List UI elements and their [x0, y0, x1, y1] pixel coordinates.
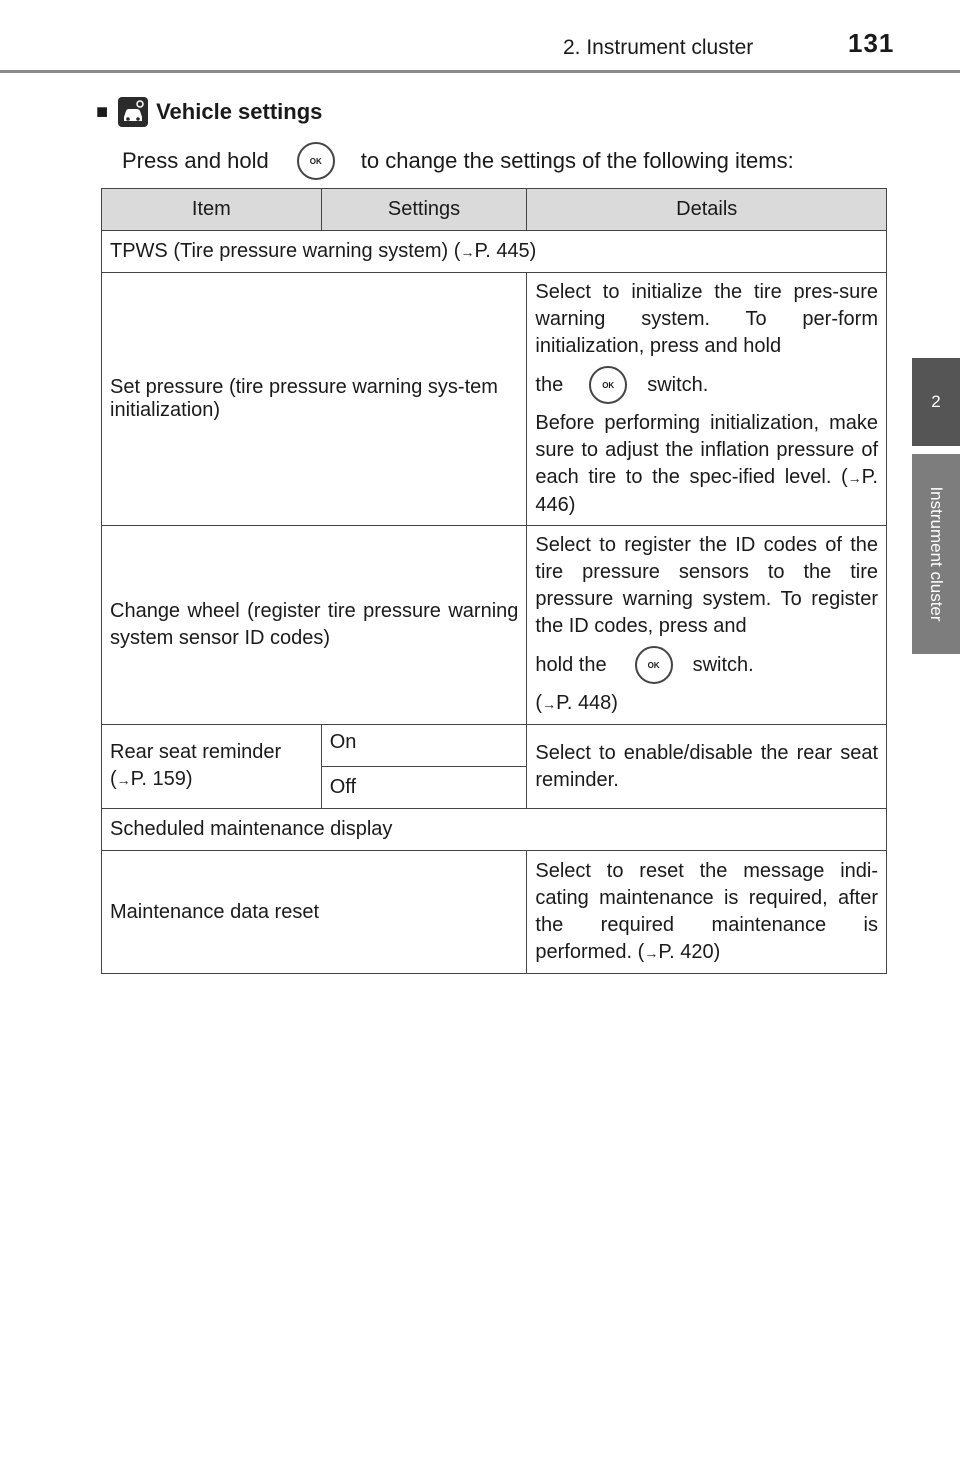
arrow-icon: →: [542, 696, 557, 712]
set-pressure-item-text: Set pressure (tire pressure warning sys-tem initialization): [110, 376, 498, 421]
rear-seat-item: [102, 725, 322, 809]
change-wheel-ref: P. 448): [556, 692, 618, 714]
ok-button-icon: OK: [635, 646, 673, 684]
maintenance-reset-details: [527, 851, 887, 974]
set-pressure-ref: P. 446): [535, 466, 878, 516]
tpws-text: TPWS (Tire pressure warning system) (: [110, 240, 461, 262]
table-row-maintenance-reset: [102, 851, 887, 974]
settings-table: [101, 188, 887, 974]
change-wheel-details-1: Select to register the ID codes of the tire pressure sensors to the tire pressure warning system. To register the ID codes, press and: [535, 534, 878, 637]
col-header-details: Details: [527, 189, 887, 231]
set-pressure-details: [527, 273, 887, 526]
col-header-item: Item: [102, 189, 322, 231]
section-marker: ■: [96, 100, 109, 123]
page-number: 131: [848, 28, 895, 58]
change-wheel-open: (: [535, 692, 543, 714]
change-wheel-details: [527, 526, 887, 725]
arrow-icon: →: [460, 244, 475, 260]
set-pressure-switch: switch.: [647, 373, 709, 396]
intro-line: [122, 142, 794, 180]
set-pressure-item: [102, 273, 527, 526]
set-pressure-details-2: Before performing initialization, make sure to adjust the inflation pressure of each tire to the spec-ified level. (: [535, 412, 878, 488]
header-section-title: 2. Instrument cluster: [563, 36, 754, 59]
intro-after: to change the settings of the following items:: [360, 148, 794, 173]
set-pressure-details-1: Select to initialize the tire pres-sure warning system. To per-form initialization, press and hold: [535, 281, 878, 357]
section-heading: [96, 97, 322, 127]
setting-off: Off: [321, 767, 527, 809]
table-row-rear-seat-on: [102, 725, 887, 767]
rear-seat-ref: P. 159): [130, 768, 193, 790]
col-header-settings: Settings: [321, 189, 527, 231]
set-pressure-the: the: [535, 373, 564, 396]
header-rule: [0, 70, 960, 73]
tpws-ref: P. 445): [474, 240, 537, 262]
arrow-icon: →: [644, 944, 659, 961]
arrow-icon: →: [847, 470, 862, 486]
side-tab-label: Instrument cluster: [927, 486, 946, 622]
change-wheel-item: [102, 526, 527, 725]
table-row-change-wheel: [102, 526, 887, 725]
change-wheel-hold: hold the: [535, 653, 607, 676]
table-row-tpws: [102, 231, 887, 273]
change-wheel-switch: switch.: [692, 653, 754, 676]
ok-button-icon: OK: [297, 142, 335, 180]
table-header-row: [102, 189, 887, 231]
change-wheel-item-text: Change wheel (register tire pressure warning system sensor ID codes): [110, 600, 519, 649]
maintenance-reset-item: Maintenance data reset: [102, 851, 527, 974]
side-tab-chapter-title: [912, 454, 960, 654]
maintenance-reset-ref: P. 420): [658, 940, 721, 963]
table-row-scheduled: [102, 809, 887, 851]
ok-button-icon: OK: [589, 366, 627, 404]
side-tab-chapter-number: 2: [912, 358, 960, 446]
rear-seat-open: (: [110, 768, 117, 790]
setting-on: On: [321, 725, 527, 767]
arrow-icon: →: [116, 772, 131, 788]
scheduled-maintenance: Scheduled maintenance display: [102, 809, 887, 851]
intro-before: Press and hold: [122, 148, 269, 173]
vehicle-settings-icon: [118, 97, 148, 127]
maintenance-reset-details-text: Select to reset the message indi-cating maintenance is required, after the required maintenance is performed. (: [535, 859, 878, 963]
section-title: Vehicle settings: [156, 99, 323, 124]
rear-seat-item-text: Rear seat reminder: [110, 741, 282, 763]
table-row-set-pressure: [102, 273, 887, 526]
rear-seat-details: Select to enable/disable the rear seat reminder.: [527, 725, 887, 809]
